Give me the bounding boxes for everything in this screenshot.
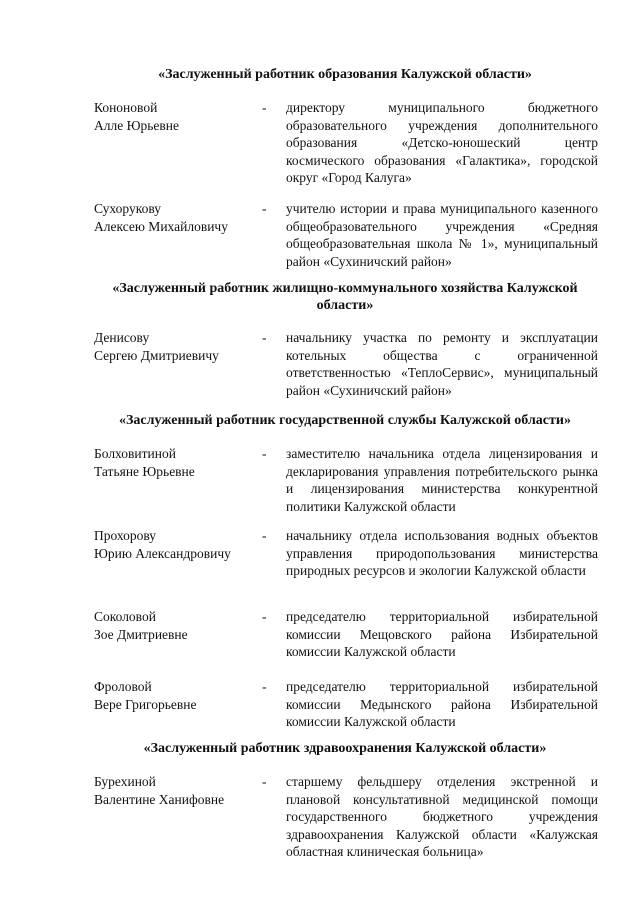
entry-description: старшему фельдшеру отделения экстренной и плановой консультативной медицинской помощи государственного бюджетного учреждения здравоохранения Калужской области «Калужская областная клиническая больница»	[286, 774, 598, 859]
person-name	[94, 773, 264, 808]
person-name	[94, 678, 264, 713]
person-name	[94, 329, 264, 364]
entry-description: председателю территориальной избирательной комиссии Мещовского района Избирательной комиссии Калужской области	[286, 609, 598, 659]
entry-dash: -	[262, 528, 267, 543]
person-surname: Прохорову	[94, 528, 157, 543]
person-given-name: Алексею Михайловичу	[94, 218, 228, 234]
entry-description: начальнику участка по ремонту и эксплуатации котельных общества с ограниченной ответственностью «ТеплоСервис», муниципальный район «Сухиничский район»	[286, 330, 598, 398]
entry-description: заместителю начальника отдела лицензирования и декларирования управления потребительского рынка и лицензирования министерства конкурентной политики Калужской области	[286, 446, 598, 514]
section-healthcare	[90, 740, 600, 859]
person-name	[94, 99, 264, 134]
person-name	[94, 445, 264, 480]
entry-dash: -	[262, 201, 267, 216]
person-given-name: Зое Дмитриевне	[94, 626, 188, 642]
entry-description: начальнику отдела использования водных объектов управления природопользования министерства природных ресурсов и экологии Калужской области	[286, 528, 598, 578]
section-housing-utilities	[90, 280, 600, 398]
section-civil-service	[90, 412, 600, 729]
person-name	[94, 200, 264, 235]
entry-dash: -	[262, 609, 267, 624]
person-name	[94, 608, 264, 643]
section-title: «Заслуженный работник жилищно-коммунального хозяйства Калужской области»	[112, 281, 578, 313]
person-surname: Бурехиной	[94, 774, 156, 789]
entry-dash: -	[262, 330, 267, 345]
person-given-name: Вере Григорьевне	[94, 696, 197, 712]
section-title: «Заслуженный работник государственной службы Калужской области»	[119, 413, 571, 428]
person-surname: Кононовой	[94, 100, 158, 115]
person-surname: Соколовой	[94, 609, 156, 624]
person-surname: Болховитиной	[94, 446, 176, 461]
person-given-name: Юрию Александровичу	[94, 545, 231, 561]
entry-dash: -	[262, 100, 267, 115]
person-given-name: Алле Юрьевне	[94, 117, 179, 133]
section-title: «Заслуженный работник здравоохранения Калужской области»	[143, 741, 547, 756]
person-given-name: Сергею Дмитриевичу	[94, 347, 219, 363]
section-title: «Заслуженный работник образования Калужской области»	[158, 67, 532, 82]
person-name	[94, 527, 264, 562]
entry-dash: -	[262, 446, 267, 461]
section-education	[90, 66, 600, 269]
person-surname: Фроловой	[94, 679, 152, 694]
person-surname: Денисову	[94, 330, 150, 345]
entry-description: учителю истории и права муниципального казенного общеобразовательного учреждения «Средняя общеобразовательная школа № 1», муниципальный район «Сухиничский район»	[286, 201, 598, 269]
entry-description: председателю территориальной избирательной комиссии Медынского района Избирательной комиссии Калужской области	[286, 679, 598, 729]
person-given-name: Татьяне Юрьевне	[94, 463, 195, 479]
person-surname: Сухорукову	[94, 201, 162, 216]
entry-dash: -	[262, 679, 267, 694]
entry-dash: -	[262, 774, 267, 789]
entry-description: директору муниципального бюджетного образовательного учреждения дополнительного образования «Детско-юношеский центр космического образования «Галактика», городской округ «Город Калуга»	[286, 100, 598, 185]
person-given-name: Валентине Ханифовне	[94, 791, 225, 807]
